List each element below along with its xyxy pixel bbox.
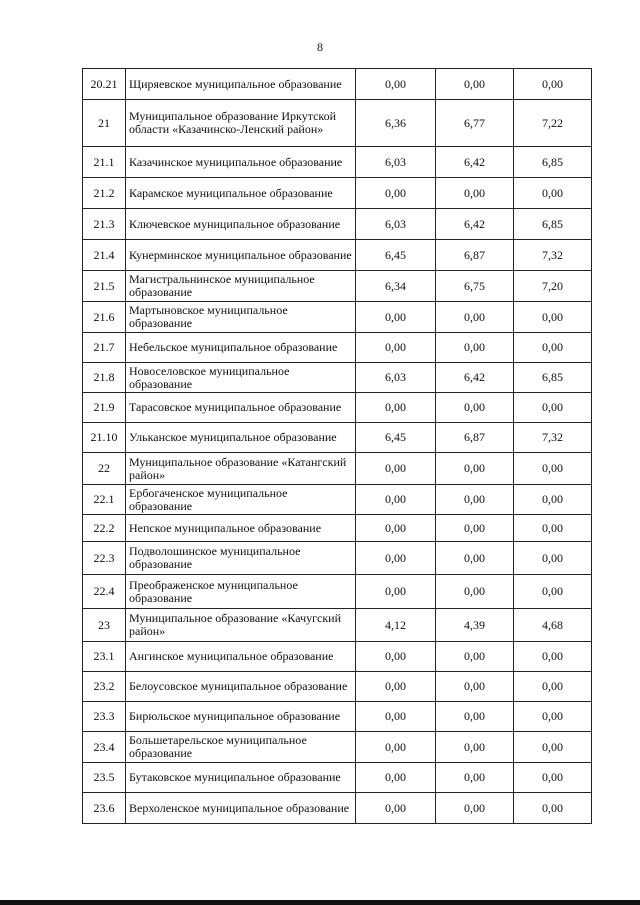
value-2-cell: 0,00 <box>436 702 514 732</box>
row-number-cell: 22 <box>83 453 126 485</box>
value-1-cell: 0,00 <box>356 763 436 793</box>
value-1-cell: 0,00 <box>356 393 436 423</box>
municipality-name-cell: Тарасовское муниципальное образование <box>126 393 356 423</box>
value-1-cell: 6,03 <box>356 363 436 393</box>
table-body <box>83 69 592 824</box>
row-number-cell: 21.10 <box>83 423 126 453</box>
table-row <box>83 100 592 147</box>
bottom-border <box>0 900 640 905</box>
municipality-name-cell: Непское муниципальное образование <box>126 515 356 542</box>
value-2-cell: 0,00 <box>436 732 514 763</box>
value-1-cell: 0,00 <box>356 515 436 542</box>
value-3-cell: 0,00 <box>514 763 592 793</box>
value-1-cell: 0,00 <box>356 575 436 609</box>
value-2-cell: 0,00 <box>436 485 514 515</box>
value-2-cell: 0,00 <box>436 672 514 702</box>
value-2-cell: 0,00 <box>436 542 514 575</box>
table-row <box>83 240 592 271</box>
row-number-cell: 23.6 <box>83 793 126 824</box>
table-row <box>83 485 592 515</box>
value-2-cell: 0,00 <box>436 333 514 363</box>
row-number-cell: 22.2 <box>83 515 126 542</box>
municipality-name-cell: Большетарельское муниципальное образование <box>126 732 356 763</box>
table-row <box>83 178 592 209</box>
value-3-cell: 0,00 <box>514 542 592 575</box>
value-2-cell: 0,00 <box>436 793 514 824</box>
table-row <box>83 423 592 453</box>
value-2-cell: 6,42 <box>436 363 514 393</box>
row-number-cell: 23.1 <box>83 642 126 672</box>
row-number-cell: 21.1 <box>83 147 126 178</box>
table-row <box>83 609 592 642</box>
municipality-name-cell: Белоусовское муниципальное образование <box>126 672 356 702</box>
municipality-name-cell: Преображенское муниципальное образование <box>126 575 356 609</box>
value-1-cell: 0,00 <box>356 302 436 333</box>
value-1-cell: 0,00 <box>356 178 436 209</box>
value-2-cell: 6,77 <box>436 100 514 147</box>
value-3-cell: 0,00 <box>514 333 592 363</box>
value-3-cell: 7,32 <box>514 240 592 271</box>
value-1-cell: 0,00 <box>356 732 436 763</box>
value-1-cell: 0,00 <box>356 542 436 575</box>
municipality-name-cell: Бутаковское муниципальное образование <box>126 763 356 793</box>
municipality-name-cell: Верхоленское муниципальное образование <box>126 793 356 824</box>
row-number-cell: 21.2 <box>83 178 126 209</box>
value-3-cell: 0,00 <box>514 642 592 672</box>
value-1-cell: 0,00 <box>356 333 436 363</box>
table-row <box>83 69 592 100</box>
value-3-cell: 7,22 <box>514 100 592 147</box>
value-2-cell: 0,00 <box>436 178 514 209</box>
value-3-cell: 6,85 <box>514 209 592 240</box>
value-2-cell: 0,00 <box>436 302 514 333</box>
value-3-cell: 0,00 <box>514 302 592 333</box>
row-number-cell: 21.7 <box>83 333 126 363</box>
value-3-cell: 0,00 <box>514 575 592 609</box>
value-1-cell: 0,00 <box>356 793 436 824</box>
value-3-cell: 0,00 <box>514 793 592 824</box>
row-number-cell: 22.4 <box>83 575 126 609</box>
value-3-cell: 0,00 <box>514 178 592 209</box>
table-row <box>83 515 592 542</box>
municipality-name-cell: Муниципальное образование «Катангский район» <box>126 453 356 485</box>
table-row <box>83 302 592 333</box>
value-1-cell: 0,00 <box>356 453 436 485</box>
table-row <box>83 147 592 178</box>
value-2-cell: 0,00 <box>436 642 514 672</box>
value-2-cell: 0,00 <box>436 393 514 423</box>
table-row <box>83 732 592 763</box>
value-1-cell: 0,00 <box>356 69 436 100</box>
municipality-name-cell: Мартыновское муниципальное образование <box>126 302 356 333</box>
table-row <box>83 672 592 702</box>
row-number-cell: 21.5 <box>83 271 126 302</box>
table-row <box>83 271 592 302</box>
value-3-cell: 0,00 <box>514 453 592 485</box>
value-3-cell: 7,20 <box>514 271 592 302</box>
table-row <box>83 393 592 423</box>
value-2-cell: 6,42 <box>436 147 514 178</box>
table-row <box>83 333 592 363</box>
value-2-cell: 6,75 <box>436 271 514 302</box>
row-number-cell: 23.4 <box>83 732 126 763</box>
page-number: 8 <box>317 40 323 54</box>
municipality-name-cell: Кунерминское муниципальное образование <box>126 240 356 271</box>
value-1-cell: 0,00 <box>356 702 436 732</box>
value-1-cell: 0,00 <box>356 485 436 515</box>
table-row <box>83 453 592 485</box>
value-3-cell: 0,00 <box>514 515 592 542</box>
table-row <box>83 209 592 240</box>
value-2-cell: 6,87 <box>436 423 514 453</box>
value-1-cell: 6,03 <box>356 209 436 240</box>
value-1-cell: 0,00 <box>356 672 436 702</box>
municipality-name-cell: Муниципальное образование «Качугский район» <box>126 609 356 642</box>
municipality-name-cell: Муниципальное образование Иркутской области «Казачинско-Ленский район» <box>126 100 356 147</box>
municipality-name-cell: Казачинское муниципальное образование <box>126 147 356 178</box>
table-row <box>83 702 592 732</box>
value-3-cell: 0,00 <box>514 69 592 100</box>
row-number-cell: 21 <box>83 100 126 147</box>
value-3-cell: 0,00 <box>514 672 592 702</box>
value-3-cell: 6,85 <box>514 147 592 178</box>
municipality-name-cell: Подволошинское муниципальное образование <box>126 542 356 575</box>
value-2-cell: 6,42 <box>436 209 514 240</box>
value-1-cell: 6,03 <box>356 147 436 178</box>
value-2-cell: 0,00 <box>436 69 514 100</box>
table-row <box>83 793 592 824</box>
row-number-cell: 21.8 <box>83 363 126 393</box>
municipality-name-cell: Магистральнинское муниципальное образование <box>126 271 356 302</box>
table-row <box>83 542 592 575</box>
value-2-cell: 0,00 <box>436 515 514 542</box>
value-2-cell: 0,00 <box>436 575 514 609</box>
value-1-cell: 6,45 <box>356 423 436 453</box>
value-3-cell: 0,00 <box>514 732 592 763</box>
municipality-name-cell: Карамское муниципальное образование <box>126 178 356 209</box>
value-1-cell: 6,36 <box>356 100 436 147</box>
row-number-cell: 23 <box>83 609 126 642</box>
value-3-cell: 4,68 <box>514 609 592 642</box>
value-3-cell: 7,32 <box>514 423 592 453</box>
row-number-cell: 23.5 <box>83 763 126 793</box>
data-table <box>82 68 592 824</box>
value-2-cell: 0,00 <box>436 453 514 485</box>
municipality-name-cell: Ангинское муниципальное образование <box>126 642 356 672</box>
value-1-cell: 0,00 <box>356 642 436 672</box>
municipality-name-cell: Щиряевское муниципальное образование <box>126 69 356 100</box>
row-number-cell: 23.3 <box>83 702 126 732</box>
row-number-cell: 22.1 <box>83 485 126 515</box>
value-3-cell: 0,00 <box>514 393 592 423</box>
municipality-name-cell: Ключевское муниципальное образование <box>126 209 356 240</box>
value-3-cell: 0,00 <box>514 702 592 732</box>
table-row <box>83 575 592 609</box>
row-number-cell: 21.4 <box>83 240 126 271</box>
municipality-name-cell: Бирюльское муниципальное образование <box>126 702 356 732</box>
value-2-cell: 4,39 <box>436 609 514 642</box>
municipality-name-cell: Новоселовское муниципальное образование <box>126 363 356 393</box>
value-2-cell: 6,87 <box>436 240 514 271</box>
table-row <box>83 763 592 793</box>
row-number-cell: 21.3 <box>83 209 126 240</box>
value-2-cell: 0,00 <box>436 763 514 793</box>
municipality-name-cell: Небельское муниципальное образование <box>126 333 356 363</box>
row-number-cell: 21.6 <box>83 302 126 333</box>
row-number-cell: 21.9 <box>83 393 126 423</box>
value-1-cell: 6,34 <box>356 271 436 302</box>
municipality-name-cell: Ербогаченское муниципальное образование <box>126 485 356 515</box>
row-number-cell: 22.3 <box>83 542 126 575</box>
value-1-cell: 6,45 <box>356 240 436 271</box>
value-1-cell: 4,12 <box>356 609 436 642</box>
row-number-cell: 20.21 <box>83 69 126 100</box>
municipality-name-cell: Ульканское муниципальное образование <box>126 423 356 453</box>
table-row <box>83 642 592 672</box>
value-3-cell: 6,85 <box>514 363 592 393</box>
row-number-cell: 23.2 <box>83 672 126 702</box>
table-row <box>83 363 592 393</box>
value-3-cell: 0,00 <box>514 485 592 515</box>
